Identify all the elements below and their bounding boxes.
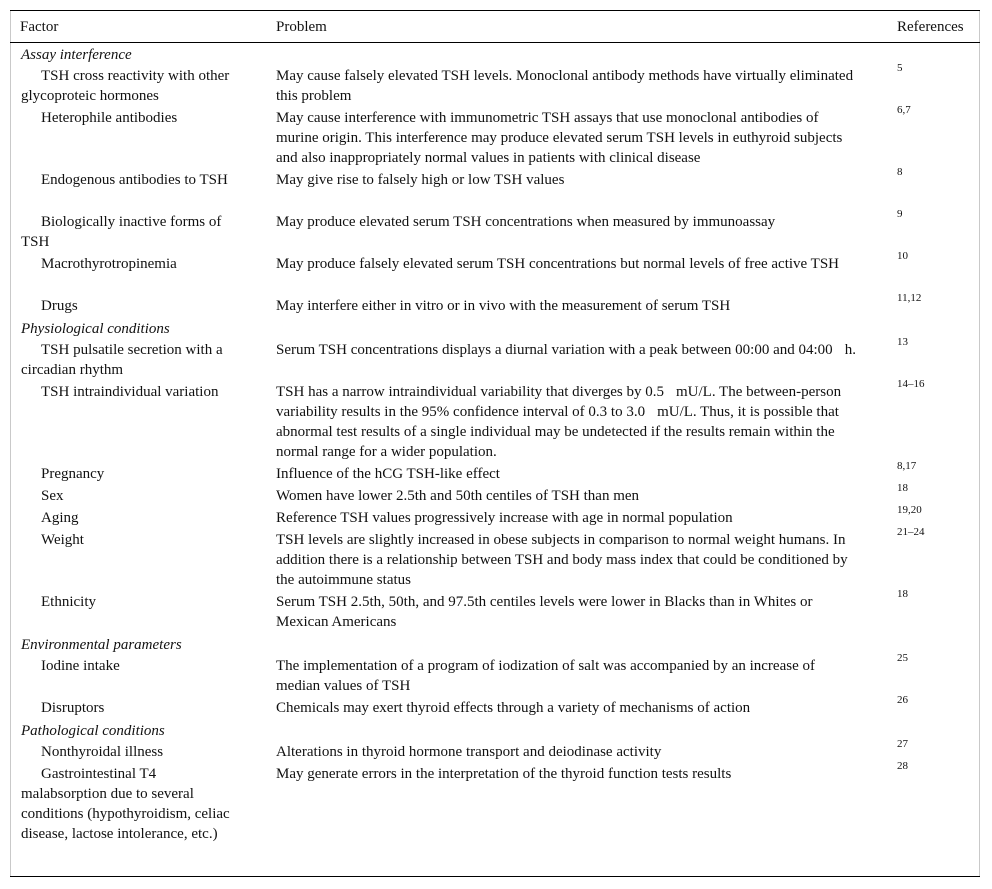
problem-cell: Alterations in thyroid hormone transport and deiodinase activity bbox=[276, 744, 662, 760]
column-header-references: References bbox=[897, 19, 964, 35]
table-row bbox=[0, 588, 992, 634]
problem-cell: Serum TSH concentrations displays a diurnal variation with a peak between 00:00 and 04:00 h. bbox=[276, 342, 856, 358]
table-row bbox=[0, 104, 992, 170]
reference-cell: 28 bbox=[897, 760, 908, 772]
table-top-rule bbox=[10, 10, 980, 11]
table-row bbox=[0, 504, 992, 530]
reference-cell: 8,17 bbox=[897, 460, 917, 472]
factor-cell: TSH cross reactivity with other glycoproteic hormones bbox=[21, 68, 230, 104]
reference-cell: 26 bbox=[897, 694, 908, 706]
problem-cell: May give rise to falsely high or low TSH values bbox=[276, 172, 565, 188]
table-row bbox=[0, 526, 992, 592]
problem-cell: The implementation of a program of iodization of salt was accompanied by an increase of median values of TSH bbox=[276, 658, 815, 694]
table-row bbox=[0, 460, 992, 486]
table-body bbox=[0, 44, 992, 866]
table-row bbox=[0, 378, 992, 464]
problem-cell: May produce elevated serum TSH concentrations when measured by immunoassay bbox=[276, 214, 776, 230]
factor-cell: Iodine intake bbox=[41, 658, 120, 674]
factor-cell: Ethnicity bbox=[41, 594, 96, 610]
problem-cell: May generate errors in the interpretation of the thyroid function tests results bbox=[276, 766, 732, 782]
reference-cell: 8 bbox=[897, 166, 903, 178]
problem-cell: TSH has a narrow intraindividual variability that diverges by 0.5 mU/L. The between-person variability results in the 95% confidence interval of 0.3 to 3.0 mU/L. Thus, it is possible that abnormal test results of a single individual may be undetected if the results remain within the normal range for a wider population. bbox=[276, 384, 842, 460]
problem-cell: May cause falsely elevated TSH levels. Monoclonal antibody methods have virtually eliminated this problem bbox=[276, 68, 854, 104]
section-row bbox=[0, 44, 992, 66]
problem-cell: May cause interference with immunometric TSH assays that use monoclonal antibodies of murine origin. This interference may produce elevated serum TSH levels in euthyroid subjects and also inappropriately normal values in patients with clinical disease bbox=[276, 110, 843, 166]
factor-cell: Heterophile antibodies bbox=[41, 110, 178, 126]
factor-cell: Sex bbox=[41, 488, 64, 504]
table-row bbox=[0, 652, 992, 698]
table-row bbox=[0, 62, 992, 108]
table-row bbox=[0, 694, 992, 720]
column-header-factor: Factor bbox=[20, 19, 59, 35]
problem-cell: TSH levels are slightly increased in obese subjects in comparison to normal weight humans. In addition there is a relationship between TSH and body mass index that could be conditioned by the autoimmune status bbox=[276, 532, 848, 588]
table-row bbox=[0, 760, 992, 866]
reference-cell: 9 bbox=[897, 208, 903, 220]
problem-cell: Chemicals may exert thyroid effects through a variety of mechanisms of action bbox=[276, 700, 751, 716]
problem-cell: Reference TSH values progressively increase with age in normal population bbox=[276, 510, 733, 526]
table-bottom-rule bbox=[10, 876, 980, 877]
section-row bbox=[0, 318, 992, 340]
factor-cell: Gastrointestinal T4 malabsorption due to several conditions (hypothyroidism, celiac disease, lactose intolerance, etc.) bbox=[21, 766, 230, 842]
reference-cell: 25 bbox=[897, 652, 908, 664]
reference-cell: 19,20 bbox=[897, 504, 922, 516]
factor-cell: TSH pulsatile secretion with a circadian rhythm bbox=[21, 342, 223, 378]
reference-cell: 10 bbox=[897, 250, 908, 262]
problem-cell: Influence of the hCG TSH-like effect bbox=[276, 466, 500, 482]
problem-cell: May produce falsely elevated serum TSH concentrations but normal levels of free active TSH bbox=[276, 256, 840, 272]
table-row bbox=[0, 166, 992, 212]
section-title: Pathological conditions bbox=[21, 723, 165, 739]
factor-cell: TSH intraindividual variation bbox=[41, 384, 219, 400]
column-header-problem: Problem bbox=[276, 19, 327, 35]
factor-cell: Endogenous antibodies to TSH bbox=[41, 172, 228, 188]
section-row bbox=[0, 634, 992, 656]
section-title: Physiological conditions bbox=[21, 321, 170, 337]
factor-cell: Drugs bbox=[41, 298, 78, 314]
reference-cell: 14–16 bbox=[897, 378, 925, 390]
factor-cell: Aging bbox=[41, 510, 79, 526]
reference-cell: 6,7 bbox=[897, 104, 911, 116]
table-row bbox=[0, 482, 992, 508]
reference-cell: 27 bbox=[897, 738, 908, 750]
reference-cell: 21–24 bbox=[897, 526, 925, 538]
reference-cell: 5 bbox=[897, 62, 903, 74]
factor-cell: Macrothyrotropinemia bbox=[41, 256, 177, 272]
section-title: Environmental parameters bbox=[21, 637, 182, 653]
factor-cell: Biologically inactive forms of TSH bbox=[21, 214, 222, 250]
section-row bbox=[0, 720, 992, 742]
reference-cell: 18 bbox=[897, 588, 908, 600]
header-rule bbox=[10, 42, 980, 43]
table-row bbox=[0, 738, 992, 764]
problem-cell: Women have lower 2.5th and 50th centiles of TSH than men bbox=[276, 488, 640, 504]
table-row bbox=[0, 292, 992, 318]
factor-cell: Pregnancy bbox=[41, 466, 105, 482]
section-title: Assay interference bbox=[21, 47, 132, 63]
problem-cell: May interfere either in vitro or in vivo with the measurement of serum TSH bbox=[276, 298, 731, 314]
table-row bbox=[0, 250, 992, 296]
reference-cell: 11,12 bbox=[897, 292, 922, 304]
factor-cell: Nonthyroidal illness bbox=[41, 744, 164, 760]
reference-cell: 18 bbox=[897, 482, 908, 494]
table-row bbox=[0, 208, 992, 254]
reference-cell: 13 bbox=[897, 336, 908, 348]
table-row bbox=[0, 336, 992, 382]
factor-cell: Disruptors bbox=[41, 700, 105, 716]
factor-cell: Weight bbox=[41, 532, 84, 548]
problem-cell: Serum TSH 2.5th, 50th, and 97.5th centiles levels were lower in Blacks than in Whites or Mexican Americans bbox=[276, 594, 813, 630]
